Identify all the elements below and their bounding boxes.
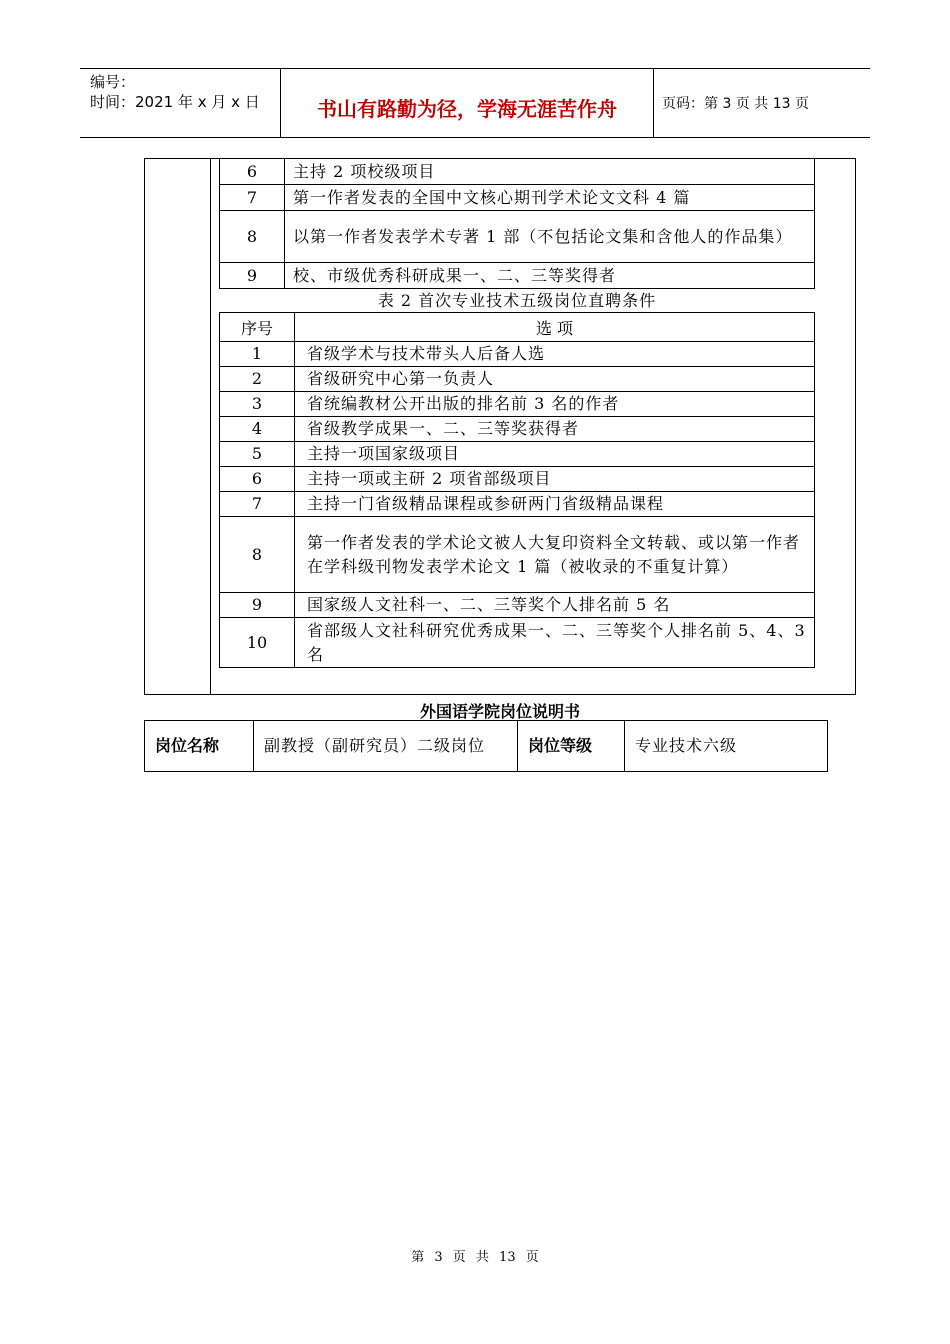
header-page-number: 页码：第 3 页 共 13 页 xyxy=(662,96,809,112)
conditions-table-2 xyxy=(219,312,815,668)
conditions-table-continued xyxy=(219,158,815,289)
header-item: 选 项 xyxy=(295,313,815,342)
row-text: 主持一门省级精品课程或参研两门省级精品课程 xyxy=(295,492,815,517)
job-name-label: 岗位名称 xyxy=(145,721,254,772)
row-number: 7 xyxy=(220,492,295,517)
document-time: 时间：2021 年 x 月 x 日 xyxy=(90,93,260,111)
row-number: 6 xyxy=(220,467,295,492)
header-info xyxy=(80,69,280,137)
table-row xyxy=(220,467,815,492)
row-text: 省级学术与技术带头人后备人选 xyxy=(295,342,815,367)
row-text: 主持一项国家级项目 xyxy=(295,442,815,467)
table-row xyxy=(220,367,815,392)
row-number: 9 xyxy=(220,593,295,618)
row-number: 4 xyxy=(220,417,295,442)
row-number: 8 xyxy=(220,517,295,593)
table-row xyxy=(220,159,815,185)
row-number: 5 xyxy=(220,442,295,467)
table-row xyxy=(220,263,815,289)
row-text: 校、市级优秀科研成果一、二、三等奖得者 xyxy=(285,263,815,289)
table-row xyxy=(145,721,828,772)
row-number: 9 xyxy=(220,263,285,289)
row-text: 省部级人文社科研究优秀成果一、二、三等奖个人排名前 5、4、3 名 xyxy=(295,618,815,668)
frame-divider xyxy=(210,159,211,694)
row-text: 国家级人文社科一、二、三等奖个人排名前 5 名 xyxy=(295,593,815,618)
table-row xyxy=(220,492,815,517)
table-row xyxy=(220,618,815,668)
table-row xyxy=(220,392,815,417)
row-number: 6 xyxy=(220,159,285,185)
job-description-title: 外国语学院岗位说明书 xyxy=(419,702,580,721)
header-serial: 序号 xyxy=(220,313,295,342)
row-text: 第一作者发表的全国中文核心期刊学术论文文科 4 篇 xyxy=(285,185,815,211)
page-footer: 第 3 页 共 13 页 xyxy=(411,1250,539,1265)
row-number: 3 xyxy=(220,392,295,417)
job-level-value: 专业技术六级 xyxy=(625,721,828,772)
row-number: 7 xyxy=(220,185,285,211)
row-number: 8 xyxy=(220,211,285,263)
row-text: 省统编教材公开出版的排名前 3 名的作者 xyxy=(295,392,815,417)
header-motto-cell xyxy=(280,69,654,137)
row-number: 2 xyxy=(220,367,295,392)
row-text: 主持 2 项校级项目 xyxy=(285,159,815,185)
table-row xyxy=(220,342,815,367)
row-text: 省级教学成果一、二、三等奖获得者 xyxy=(295,417,815,442)
table2-caption: 表 2 首次专业技术五级岗位直聘条件 xyxy=(377,291,657,310)
page-header xyxy=(80,68,870,138)
job-info-table xyxy=(144,720,828,772)
row-text: 省级研究中心第一负责人 xyxy=(295,367,815,392)
table-header-row xyxy=(220,313,815,342)
header-motto: 书山有路勤为径，学海无涯苦作舟 xyxy=(317,97,617,121)
table-row xyxy=(220,417,815,442)
row-text: 以第一作者发表学术专著 1 部（不包括论文集和含他人的作品集） xyxy=(285,211,815,263)
row-text: 第一作者发表的学术论文被人大复印资料全文转载、或以第一作者在学科级刊物发表学术论文 1 篇（被收录的不重复计算） xyxy=(295,517,815,593)
table-row xyxy=(220,185,815,211)
table-row xyxy=(220,442,815,467)
row-number: 1 xyxy=(220,342,295,367)
table-row xyxy=(220,593,815,618)
table-row xyxy=(220,517,815,593)
row-text: 主持一项或主研 2 项省部级项目 xyxy=(295,467,815,492)
job-level-label: 岗位等级 xyxy=(518,721,625,772)
table-row xyxy=(220,211,815,263)
row-number: 10 xyxy=(220,618,295,668)
document-number: 编号： xyxy=(90,73,136,91)
job-name-value: 副教授（副研究员）二级岗位 xyxy=(254,721,518,772)
